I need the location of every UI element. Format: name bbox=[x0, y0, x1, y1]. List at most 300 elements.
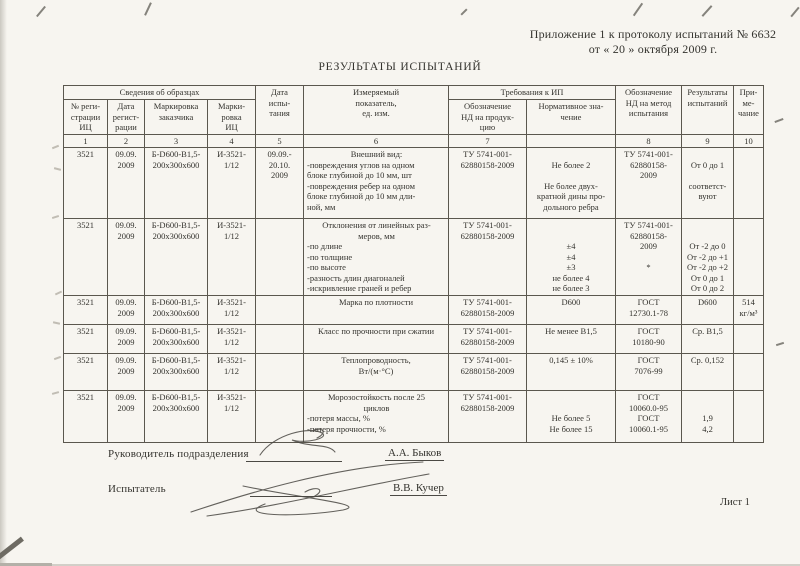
cell-line: ИЦ bbox=[225, 122, 238, 132]
table-cell bbox=[616, 148, 682, 219]
cell-line: 62880158- bbox=[630, 159, 667, 170]
table-cell bbox=[145, 391, 208, 443]
cell-line: 2009 bbox=[117, 402, 135, 413]
table-cell bbox=[108, 325, 145, 354]
cell-line: Маркировка bbox=[153, 101, 199, 111]
cell-line: 4 bbox=[229, 135, 234, 146]
cell-line: Вт/(м·°С) bbox=[358, 365, 394, 376]
cell-line: От 0 до 1 bbox=[690, 159, 725, 170]
cell-line: Б-D600-В1,5- bbox=[151, 220, 201, 230]
cell-line: 514 bbox=[742, 297, 755, 307]
cell-line: ±4 bbox=[566, 251, 576, 262]
scan-mark bbox=[633, 3, 643, 16]
table-cell bbox=[449, 219, 527, 296]
cell-line: D600 bbox=[561, 297, 581, 307]
cell-line: ГОСТ bbox=[637, 413, 660, 423]
pencil-mark bbox=[54, 356, 61, 360]
pencil-mark bbox=[52, 145, 59, 149]
cell-line bbox=[684, 392, 731, 403]
table-cell bbox=[527, 296, 616, 325]
cell-line: -по толщине bbox=[307, 251, 353, 262]
cell-line: 2009 bbox=[640, 170, 657, 180]
cell-line: При- bbox=[739, 87, 758, 97]
scan-mark bbox=[774, 118, 783, 123]
cell-line: 2009 bbox=[117, 336, 135, 347]
cell-line: 09.09. bbox=[115, 297, 137, 307]
table-cell bbox=[682, 296, 734, 325]
scan-mark bbox=[776, 342, 784, 346]
cell-line: 5 bbox=[277, 135, 282, 146]
cell-line: 09.09. bbox=[115, 392, 137, 402]
cell-line: Сведения об образцах bbox=[119, 87, 200, 97]
table-header-row bbox=[64, 86, 764, 100]
table-cell bbox=[108, 296, 145, 325]
cell-line: блоке глубиной до 10 мм дли- bbox=[307, 191, 416, 201]
pencil-mark bbox=[52, 215, 59, 219]
table-cell bbox=[682, 219, 734, 296]
table-cell bbox=[616, 219, 682, 296]
cell-line: От -2 до +1 bbox=[687, 251, 728, 262]
cell-line: 1 bbox=[83, 135, 88, 146]
appendix-line-1: Приложение 1 к протоколу испытаний № 6632 bbox=[529, 27, 777, 41]
cell-line bbox=[684, 231, 731, 242]
cell-line: ГОСТ bbox=[637, 392, 660, 402]
cell-line: ИЦ bbox=[79, 122, 92, 132]
table-cell bbox=[145, 148, 208, 219]
cell-line: 10060.1-95 bbox=[629, 423, 668, 434]
cell-line bbox=[529, 149, 613, 160]
table-cell bbox=[449, 354, 527, 391]
cell-line: И-3521- bbox=[217, 392, 246, 402]
cell-line: 1/12 bbox=[223, 336, 240, 347]
cell-line: 10060.0-95 bbox=[629, 402, 668, 413]
cell-line: Нормативное зна- bbox=[538, 101, 604, 111]
table-cell bbox=[527, 391, 616, 443]
cell-line: 1/12 bbox=[223, 159, 240, 170]
cell-line: 1/12 bbox=[223, 230, 240, 241]
cell-line: блоке глубиной до 10 мм, шт bbox=[307, 170, 412, 180]
cell-line: 3521 bbox=[77, 220, 94, 230]
table-cell bbox=[145, 354, 208, 391]
table-cell bbox=[64, 391, 108, 443]
cell-line: 1,9 bbox=[702, 413, 713, 423]
cell-line: Б-D600-В1,5- bbox=[151, 326, 201, 336]
table-cell bbox=[734, 148, 764, 219]
cell-line: Теплопроводность, bbox=[341, 355, 411, 365]
table-cell bbox=[449, 148, 527, 219]
cell-line: Дата bbox=[117, 101, 135, 111]
cell-line: НД на метод bbox=[625, 97, 672, 108]
cell-line: 6 bbox=[373, 135, 379, 146]
cell-line: Измеряемый bbox=[352, 87, 400, 97]
cell-line: Не менее В1,5 bbox=[545, 326, 597, 336]
table-cell bbox=[449, 296, 527, 325]
cell-line: Марки- bbox=[217, 101, 246, 111]
table-cell bbox=[304, 325, 449, 354]
cell-line: 2009 bbox=[117, 159, 135, 170]
cell-line: ±4 bbox=[566, 241, 576, 251]
cell-line: 2009 bbox=[271, 170, 288, 180]
cell-line: 7 bbox=[485, 135, 490, 146]
cell-line: Внешний вид: bbox=[350, 149, 403, 159]
scan-mark bbox=[36, 6, 46, 17]
cell-line: 9 bbox=[705, 135, 710, 146]
cell-line: ТУ 5741-001- bbox=[624, 149, 673, 159]
table-cell bbox=[208, 148, 256, 219]
col-header-note bbox=[734, 86, 764, 135]
cell-line: Не более двух- bbox=[544, 180, 598, 191]
scan-mark bbox=[790, 7, 799, 17]
appendix-line-2: от « 20 » октября 2009 г. bbox=[588, 41, 718, 56]
cell-line: 7076-99 bbox=[634, 365, 663, 376]
table-cell bbox=[682, 148, 734, 219]
cell-line: Б-D600-В1,5- bbox=[151, 392, 201, 402]
table-cell bbox=[64, 219, 108, 296]
cell-line: 3521 bbox=[77, 392, 94, 402]
cell-line: 2009 bbox=[117, 230, 135, 241]
cell-line bbox=[618, 252, 679, 263]
table-row bbox=[64, 325, 764, 354]
col-number bbox=[304, 134, 449, 148]
table-cell bbox=[616, 296, 682, 325]
table-cell bbox=[256, 296, 304, 325]
cell-line: испытаний bbox=[687, 97, 728, 108]
cell-line: № реги- bbox=[70, 101, 101, 111]
cell-line: Не более 15 bbox=[549, 423, 593, 434]
cell-line: -потеря массы, % bbox=[307, 413, 370, 423]
table-cell bbox=[304, 354, 449, 391]
signature-name-head: А.А. Быков bbox=[385, 447, 444, 461]
table-cell bbox=[304, 296, 449, 325]
cell-line: 09.09. bbox=[115, 326, 137, 336]
cell-line bbox=[684, 149, 731, 160]
signature-role-head: Руководитель подразделения bbox=[108, 448, 249, 460]
table-cell bbox=[208, 219, 256, 296]
scan-mark bbox=[460, 8, 467, 15]
cell-line: 200x300x600 bbox=[152, 230, 200, 241]
pencil-mark bbox=[54, 167, 61, 171]
cell-line: 3521 bbox=[77, 149, 94, 159]
table-cell bbox=[108, 219, 145, 296]
cell-line: 09.09. bbox=[115, 149, 137, 159]
cell-line: От 0 до 2 bbox=[690, 283, 725, 293]
cell-line: Дата bbox=[271, 87, 288, 97]
appendix-note bbox=[505, 27, 800, 56]
cell-line: 3521 bbox=[77, 355, 94, 365]
cell-line: 62880158- bbox=[630, 230, 667, 241]
cell-line: 62880158-2009 bbox=[460, 402, 515, 413]
cell-line: испы- bbox=[268, 97, 291, 108]
cell-line: ГОСТ bbox=[637, 355, 660, 365]
table-cell bbox=[108, 148, 145, 219]
cell-line: И-3521- bbox=[217, 149, 246, 159]
col-header-normative-value bbox=[527, 100, 616, 135]
cell-line: -разность длин диагоналей bbox=[307, 272, 405, 283]
cell-line: Требования к ИП bbox=[500, 87, 564, 97]
cell-line: 200x300x600 bbox=[152, 365, 200, 376]
table-cell bbox=[527, 325, 616, 354]
table-cell bbox=[145, 296, 208, 325]
col-header-reg-date bbox=[108, 100, 145, 135]
cell-line: регист- bbox=[112, 111, 140, 122]
table-cell bbox=[256, 354, 304, 391]
cell-line: 1/12 bbox=[223, 402, 240, 413]
cell-line: 2009 bbox=[117, 307, 135, 318]
table-cell bbox=[616, 391, 682, 443]
cell-line: Обозначение bbox=[464, 101, 511, 111]
cell-line: тания bbox=[269, 108, 290, 118]
cell-line: 62880158-2009 bbox=[460, 307, 515, 318]
pencil-mark bbox=[55, 291, 62, 296]
cell-line: ед. изм. bbox=[362, 108, 390, 118]
cell-line: вуют bbox=[698, 191, 717, 201]
cell-line: 09.09. bbox=[115, 355, 137, 365]
cell-line: 4,2 bbox=[702, 423, 713, 434]
cell-line: 2009 bbox=[640, 241, 657, 251]
cell-line: циклов bbox=[363, 402, 390, 413]
table-cell bbox=[208, 354, 256, 391]
table-cell bbox=[304, 148, 449, 219]
pencil-mark bbox=[52, 391, 59, 395]
cell-line: рации bbox=[115, 122, 137, 132]
cell-line: соответст- bbox=[688, 180, 727, 191]
cell-line: -искривление граней и ребер bbox=[307, 283, 412, 293]
col-number bbox=[108, 134, 145, 148]
table-cell bbox=[616, 354, 682, 391]
table-cell bbox=[64, 296, 108, 325]
cell-line: страции bbox=[70, 111, 101, 122]
cell-line bbox=[529, 220, 613, 231]
cell-line: Не более 2 bbox=[551, 159, 591, 170]
cell-line: -по длине bbox=[307, 241, 343, 251]
scan-edge-shadow-left bbox=[0, 0, 7, 566]
cell-line: Морозостойкость после 25 bbox=[327, 392, 426, 402]
col-header-reg-number bbox=[64, 100, 108, 135]
cell-line bbox=[529, 392, 613, 403]
col-number bbox=[145, 134, 208, 148]
cell-line: чение bbox=[560, 111, 582, 122]
table-cell bbox=[734, 391, 764, 443]
table-cell bbox=[682, 354, 734, 391]
table-cell bbox=[108, 354, 145, 391]
cell-line: Класс по прочности при сжатии bbox=[317, 326, 435, 336]
cell-line: И-3521- bbox=[217, 326, 246, 336]
cell-line: Обозначение bbox=[625, 87, 672, 97]
cell-line: 1/12 bbox=[223, 365, 240, 376]
cell-line: ровка bbox=[221, 111, 242, 122]
col-number bbox=[449, 134, 527, 148]
cell-line: ТУ 5741-001- bbox=[463, 355, 512, 365]
cell-line: Не более 5 bbox=[551, 413, 591, 423]
cell-line: 200x300x600 bbox=[152, 159, 200, 170]
table-cell bbox=[208, 296, 256, 325]
cell-line: 200x300x600 bbox=[152, 336, 200, 347]
cell-line: 200x300x600 bbox=[152, 402, 200, 413]
cell-line: Ср. 0,152 bbox=[690, 355, 725, 365]
cell-line: НД на продук- bbox=[461, 111, 514, 122]
cell-line: ГОСТ bbox=[637, 326, 660, 336]
sheet-number: Лист 1 bbox=[720, 497, 750, 508]
table-cell bbox=[64, 325, 108, 354]
col-number bbox=[616, 134, 682, 148]
cell-line: цию bbox=[479, 122, 496, 132]
cell-line: ТУ 5741-001- bbox=[463, 392, 512, 402]
cell-line: -по высоте bbox=[307, 262, 346, 272]
cell-line: 62880158-2009 bbox=[460, 230, 515, 241]
cell-line: 200x300x600 bbox=[152, 307, 200, 318]
col-group-requirements bbox=[449, 86, 616, 100]
table-cell bbox=[734, 325, 764, 354]
col-group-samples bbox=[64, 86, 256, 100]
table-cell bbox=[256, 219, 304, 296]
cell-line: 8 bbox=[646, 135, 651, 146]
cell-line: дольного ребра bbox=[543, 201, 599, 212]
cell-line: Результаты bbox=[687, 87, 728, 97]
cell-line: 62880158-2009 bbox=[460, 336, 515, 347]
pencil-mark bbox=[53, 321, 60, 324]
col-number bbox=[64, 134, 108, 148]
cell-line: ТУ 5741-001- bbox=[463, 220, 512, 230]
cell-line: кратной дины про- bbox=[536, 191, 606, 201]
cell-line: ме- bbox=[742, 97, 755, 108]
col-header-test-date bbox=[256, 86, 304, 135]
table-cell bbox=[527, 219, 616, 296]
col-header-lab-marking bbox=[208, 100, 256, 135]
table-cell bbox=[682, 391, 734, 443]
cell-line: ±3 bbox=[566, 262, 576, 272]
col-header-results bbox=[682, 86, 734, 135]
cell-line: 20.10. bbox=[268, 159, 291, 170]
scan-mark bbox=[144, 2, 152, 16]
cell-line: И-3521- bbox=[217, 297, 246, 307]
signature-role-tester: Испытатель bbox=[108, 483, 166, 495]
table-row bbox=[64, 391, 764, 443]
table-row bbox=[64, 296, 764, 325]
col-number bbox=[527, 134, 616, 148]
cell-line: кг/м³ bbox=[739, 307, 758, 318]
cell-line: не более 3 bbox=[552, 283, 590, 293]
table-header-row bbox=[64, 134, 764, 148]
table-cell bbox=[527, 148, 616, 219]
cell-line: показатель, bbox=[355, 97, 397, 108]
table-cell bbox=[616, 325, 682, 354]
table-cell bbox=[208, 325, 256, 354]
cell-line: Ср. В1,5 bbox=[692, 326, 723, 336]
cell-line: От -2 до 0 bbox=[689, 241, 726, 251]
signature-name-tester: В.В. Кучер bbox=[390, 482, 447, 496]
cell-line: 09.09. bbox=[115, 220, 137, 230]
cell-line bbox=[529, 170, 613, 181]
col-header-measured-indicator bbox=[304, 86, 449, 135]
cell-line: 12730.1-78 bbox=[629, 307, 668, 318]
table-row bbox=[64, 219, 764, 296]
cell-line: Марка по плотности bbox=[338, 297, 414, 307]
cell-line: -повреждения ребер на одном bbox=[307, 180, 415, 191]
cell-line: Б-D600-В1,5- bbox=[151, 149, 201, 159]
table-cell bbox=[108, 391, 145, 443]
cell-line: 09.09.- bbox=[267, 149, 292, 159]
page-title: РЕЗУЛЬТАТЫ ИСПЫТАНИЙ bbox=[318, 61, 482, 73]
cell-line: меров, мм bbox=[358, 230, 395, 241]
cell-line: -повреждения углов на одном bbox=[307, 159, 415, 170]
results-table bbox=[63, 85, 764, 443]
cell-line: И-3521- bbox=[217, 220, 246, 230]
table-cell bbox=[682, 325, 734, 354]
table-cell bbox=[449, 325, 527, 354]
cell-line: ТУ 5741-001- bbox=[463, 326, 512, 336]
cell-line: Отклонения от линейных раз- bbox=[322, 220, 431, 230]
col-header-customer-marking bbox=[145, 100, 208, 135]
table-cell bbox=[304, 219, 449, 296]
cell-line: 3 bbox=[173, 135, 179, 146]
cell-line: 0,145 ± 10% bbox=[549, 355, 593, 365]
cell-line: испытания bbox=[628, 108, 669, 118]
table-cell bbox=[527, 354, 616, 391]
cell-line bbox=[529, 231, 613, 242]
cell-line: * bbox=[646, 262, 651, 272]
table-cell bbox=[145, 219, 208, 296]
cell-line bbox=[684, 170, 731, 181]
table-cell bbox=[734, 219, 764, 296]
cell-line: чание bbox=[738, 108, 759, 118]
cell-line: 10 bbox=[744, 135, 753, 146]
cell-line: ТУ 5741-001- bbox=[463, 149, 512, 159]
cell-line: 62880158-2009 bbox=[460, 365, 515, 376]
table-row bbox=[64, 354, 764, 391]
cell-line bbox=[529, 403, 613, 414]
cell-line: не более 4 bbox=[552, 272, 590, 283]
cell-line: От -2 до +2 bbox=[687, 262, 728, 272]
cell-line: заказчика bbox=[158, 111, 194, 122]
cell-line: 1/12 bbox=[223, 307, 240, 318]
cell-line: D600 bbox=[698, 297, 717, 307]
col-number bbox=[208, 134, 256, 148]
cell-line: ТУ 5741-001- bbox=[624, 220, 673, 230]
table-cell bbox=[449, 391, 527, 443]
col-header-product-doc bbox=[449, 100, 527, 135]
table-cell bbox=[64, 354, 108, 391]
table-cell bbox=[734, 296, 764, 325]
cell-line bbox=[529, 136, 613, 147]
table-cell bbox=[145, 325, 208, 354]
cell-line: 10180-90 bbox=[632, 336, 665, 347]
table-row bbox=[64, 148, 764, 219]
cell-line: ной, мм bbox=[307, 201, 336, 212]
cell-line: 62880158-2009 bbox=[460, 159, 515, 170]
cell-line: И-3521- bbox=[217, 355, 246, 365]
cell-line: Б-D600-В1,5- bbox=[151, 355, 201, 365]
col-header-method-doc bbox=[616, 86, 682, 135]
scan-mark bbox=[702, 5, 713, 17]
table-cell bbox=[256, 148, 304, 219]
cell-line bbox=[684, 403, 731, 414]
table-cell bbox=[208, 391, 256, 443]
table-cell bbox=[64, 148, 108, 219]
cell-line: -потеря прочности, % bbox=[307, 423, 386, 434]
cell-line: ГОСТ bbox=[637, 297, 660, 307]
col-number bbox=[256, 134, 304, 148]
cell-line: От 0 до 1 bbox=[690, 272, 725, 283]
cell-line: Б-D600-В1,5- bbox=[151, 297, 201, 307]
cell-line: 2009 bbox=[117, 365, 135, 376]
cell-line bbox=[684, 220, 731, 231]
table-cell bbox=[256, 325, 304, 354]
cell-line: ТУ 5741-001- bbox=[463, 297, 512, 307]
col-number bbox=[682, 134, 734, 148]
cell-line: 2 bbox=[123, 135, 129, 146]
cell-line: 3521 bbox=[77, 326, 94, 336]
col-number bbox=[734, 134, 764, 148]
